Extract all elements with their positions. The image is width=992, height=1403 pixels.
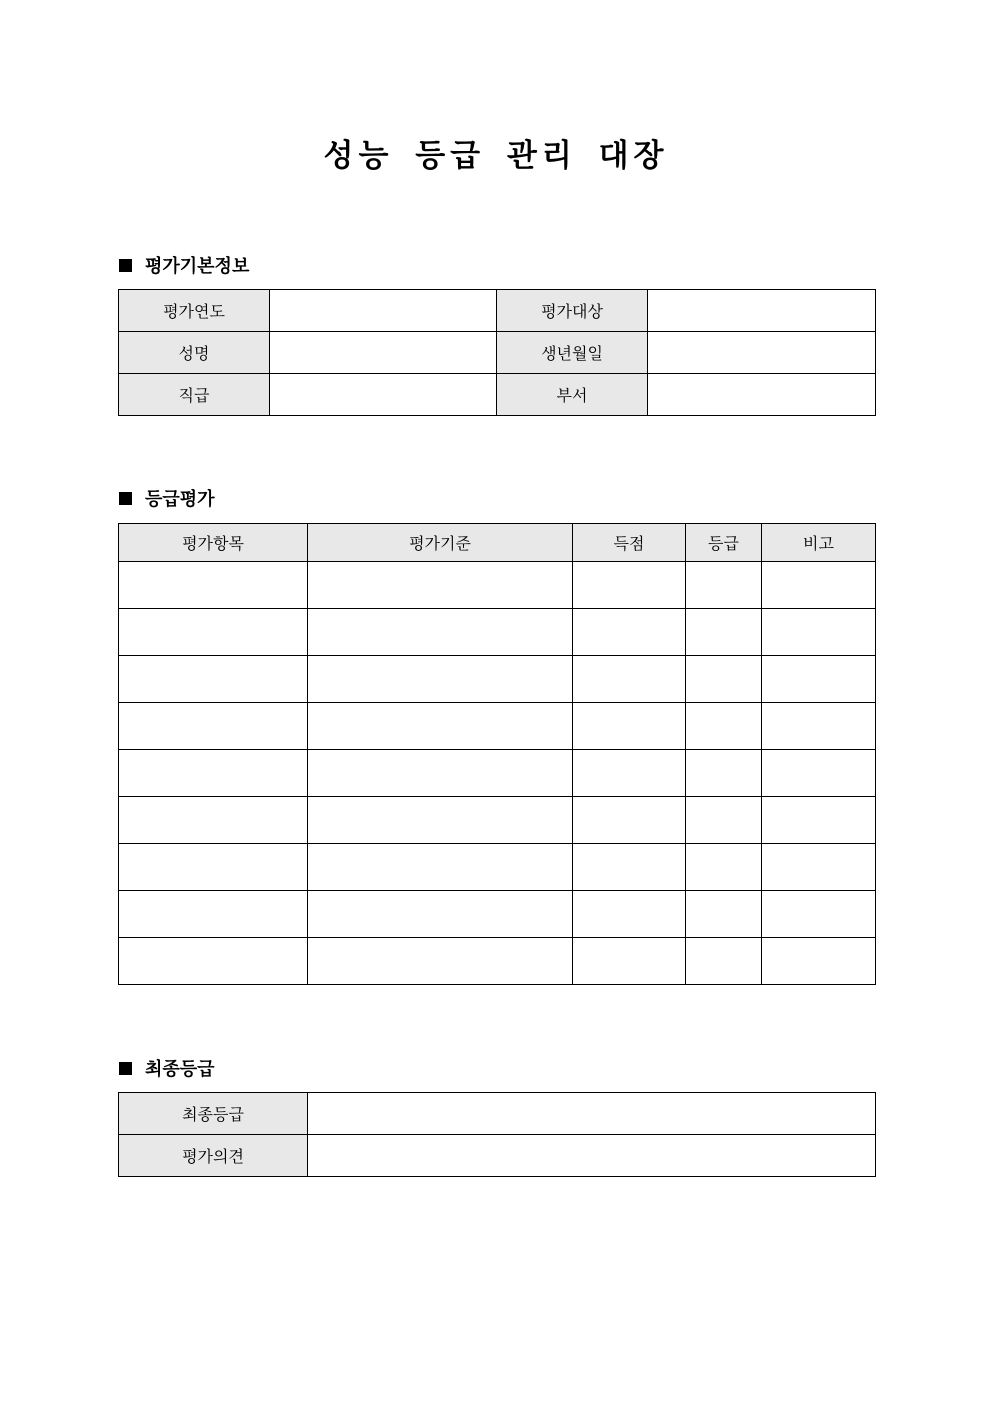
remarks-cell[interactable] [762,797,876,844]
table-row [119,891,876,938]
label-evaluation-target: 평가대상 [497,290,648,332]
remarks-cell[interactable] [762,844,876,891]
eval-item-cell[interactable] [119,891,308,938]
position-field[interactable] [270,374,497,416]
remarks-cell[interactable] [762,750,876,797]
basic-info-heading [119,252,249,278]
table-row [119,938,876,985]
eval-criteria-cell[interactable] [308,562,573,609]
grade-cell[interactable] [686,703,762,750]
eval-item-cell[interactable] [119,609,308,656]
label-birth-date: 생년월일 [497,332,648,374]
eval-item-cell[interactable] [119,656,308,703]
grade-eval-heading [119,485,215,511]
column-header-eval-criteria: 평가기준 [308,524,573,562]
eval-criteria-cell[interactable] [308,844,573,891]
column-header-score: 득점 [573,524,686,562]
score-cell[interactable] [573,562,686,609]
grade-eval-body [119,562,876,985]
score-cell[interactable] [573,891,686,938]
table-row [119,562,876,609]
label-final-grade: 최종등급 [119,1093,308,1135]
table-row [119,332,876,374]
remarks-cell[interactable] [762,656,876,703]
grade-cell[interactable] [686,609,762,656]
grade-cell[interactable] [686,797,762,844]
eval-item-cell[interactable] [119,562,308,609]
eval-criteria-cell[interactable] [308,797,573,844]
eval-opinion-field[interactable] [308,1135,876,1177]
score-cell[interactable] [573,844,686,891]
column-header-grade: 등급 [686,524,762,562]
square-bullet-icon [119,1062,132,1075]
final-grade-field[interactable] [308,1093,876,1135]
table-row [119,750,876,797]
eval-criteria-cell[interactable] [308,750,573,797]
name-field[interactable] [270,332,497,374]
remarks-cell[interactable] [762,938,876,985]
eval-item-cell[interactable] [119,844,308,891]
grade-cell[interactable] [686,844,762,891]
eval-criteria-cell[interactable] [308,703,573,750]
table-row [119,1093,876,1135]
table-row [119,1135,876,1177]
table-row [119,290,876,332]
remarks-cell[interactable] [762,891,876,938]
grade-cell[interactable] [686,562,762,609]
grade-cell[interactable] [686,656,762,703]
label-department: 부서 [497,374,648,416]
grade-cell[interactable] [686,938,762,985]
remarks-cell[interactable] [762,703,876,750]
table-row [119,656,876,703]
eval-criteria-cell[interactable] [308,891,573,938]
score-cell[interactable] [573,703,686,750]
eval-criteria-cell[interactable] [308,656,573,703]
eval-item-cell[interactable] [119,797,308,844]
label-position: 직급 [119,374,270,416]
department-field[interactable] [648,374,876,416]
column-header-remarks: 비고 [762,524,876,562]
document-title: 성능 등급 관리 대장 [323,138,669,174]
label-eval-opinion: 평가의견 [119,1135,308,1177]
final-grade-table [118,1092,876,1177]
score-cell[interactable] [573,609,686,656]
label-evaluation-year: 평가연도 [119,290,270,332]
table-header-row [119,524,876,562]
score-cell[interactable] [573,938,686,985]
grade-cell[interactable] [686,891,762,938]
grade-cell[interactable] [686,750,762,797]
table-row [119,797,876,844]
score-cell[interactable] [573,656,686,703]
table-row [119,609,876,656]
table-row [119,703,876,750]
score-cell[interactable] [573,750,686,797]
label-name: 성명 [119,332,270,374]
birth-date-field[interactable] [648,332,876,374]
final-grade-heading-text: 최종등급 [145,1059,215,1080]
basic-info-heading-text: 평가기본정보 [145,256,250,277]
eval-criteria-cell[interactable] [308,609,573,656]
eval-item-cell[interactable] [119,938,308,985]
remarks-cell[interactable] [762,562,876,609]
score-cell[interactable] [573,797,686,844]
table-row [119,374,876,416]
evaluation-year-field[interactable] [270,290,497,332]
remarks-cell[interactable] [762,609,876,656]
table-row [119,844,876,891]
square-bullet-icon [119,259,132,272]
final-grade-heading [119,1055,215,1081]
basic-info-table [118,289,876,416]
column-header-eval-item: 평가항목 [119,524,308,562]
grade-eval-heading-text: 등급평가 [145,489,215,510]
grade-eval-table [118,523,876,985]
evaluation-target-field[interactable] [648,290,876,332]
square-bullet-icon [119,492,132,505]
eval-criteria-cell[interactable] [308,938,573,985]
eval-item-cell[interactable] [119,703,308,750]
eval-item-cell[interactable] [119,750,308,797]
